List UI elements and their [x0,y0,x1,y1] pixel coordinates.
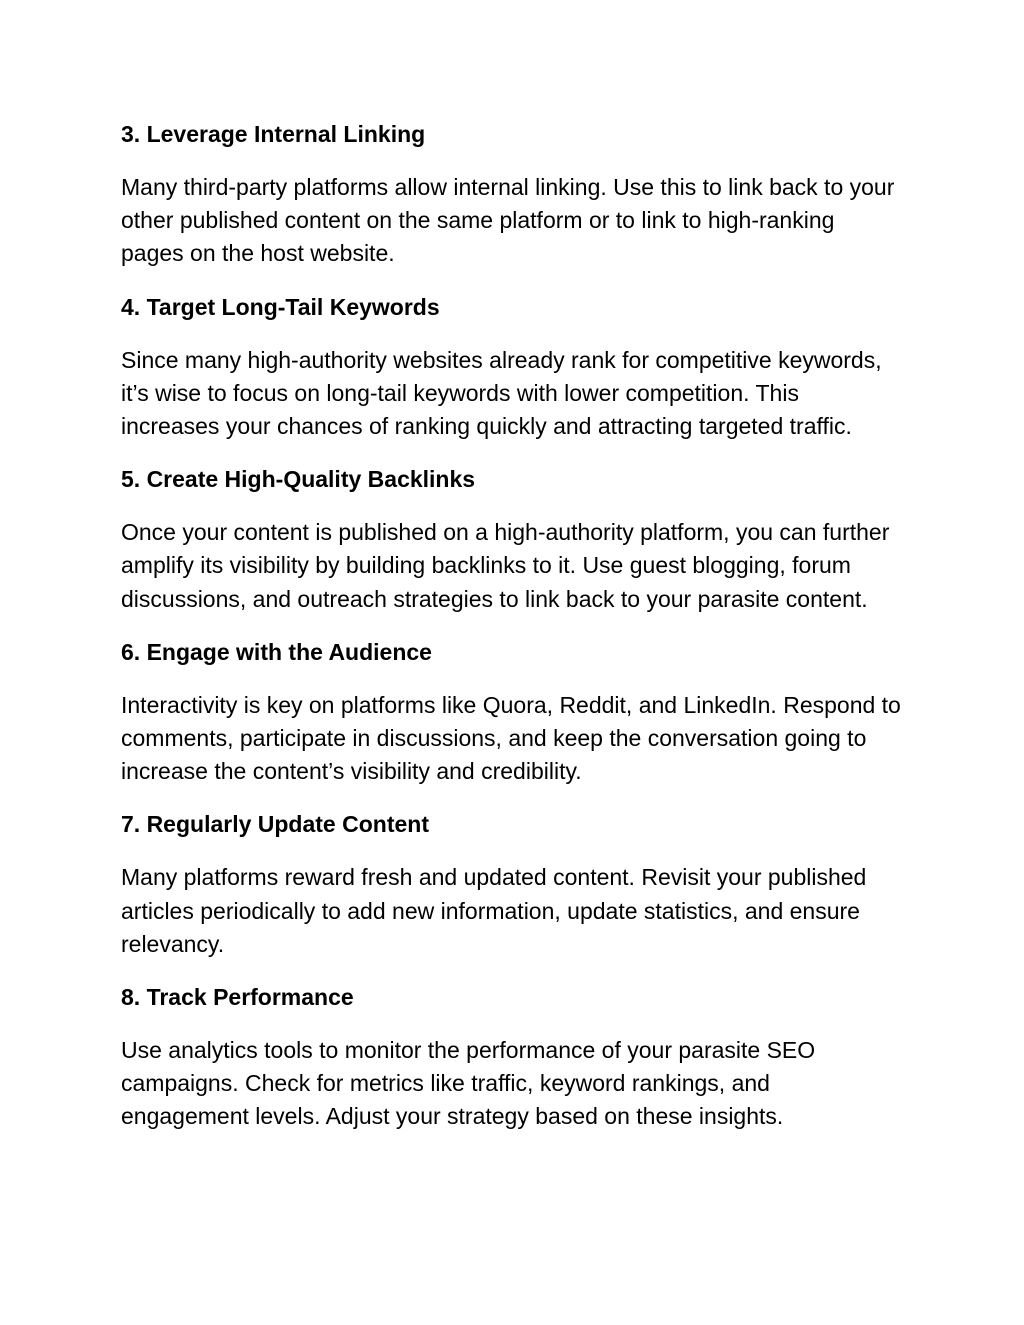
section-update-content [121,808,901,961]
section-track-performance [121,981,901,1134]
section-paragraph: Use analytics tools to monitor the performance of your parasite SEO campaigns. Check for metrics like traffic, keyword rankings, and engagement levels. Adjust your strategy based on these insights. [121,1037,816,1130]
section-paragraph: Interactivity is key on platforms like Quora, Reddit, and LinkedIn. Respond to comments, participate in discussions, and keep the conversation going to increase the content’s visibility and credibility. [121,691,901,785]
section-heading: 3. Leverage Internal Linking [121,121,426,147]
section-leverage-internal-linking [121,118,901,271]
section-target-long-tail-keywords [121,291,901,444]
section-heading: 5. Create High-Quality Backlinks [121,466,476,493]
section-paragraph: Since many high-authority websites already rank for competitive keywords, it’s wise to focus on long-tail keywords with lower competition. This increases your chances of ranking quickly and attracting targeted traffic. [121,346,882,440]
section-heading: 8. Track Performance [121,984,354,1011]
section-paragraph: Many third-party platforms allow internal linking. Use this to link back to your other published content on the same platform or to link to high-ranking pages on the host website. [121,174,895,267]
section-heading: 6. Engage with the Audience [121,638,432,665]
section-paragraph: Once your content is published on a high-authority platform, you can further amplify its visibility by building backlinks to it. Use guest blogging, forum discussions, and outreach strategies to link back to your parasite content. [121,519,890,612]
section-heading: 4. Target Long-Tail Keywords [121,293,440,320]
section-create-backlinks [121,463,901,616]
section-paragraph: Many platforms reward fresh and updated content. Revisit your published articles periodically to add new information, update statistics, and ensure relevancy. [121,864,867,957]
section-heading: 7. Regularly Update Content [121,811,429,838]
section-engage-audience [121,636,901,789]
document-content [121,118,901,1154]
